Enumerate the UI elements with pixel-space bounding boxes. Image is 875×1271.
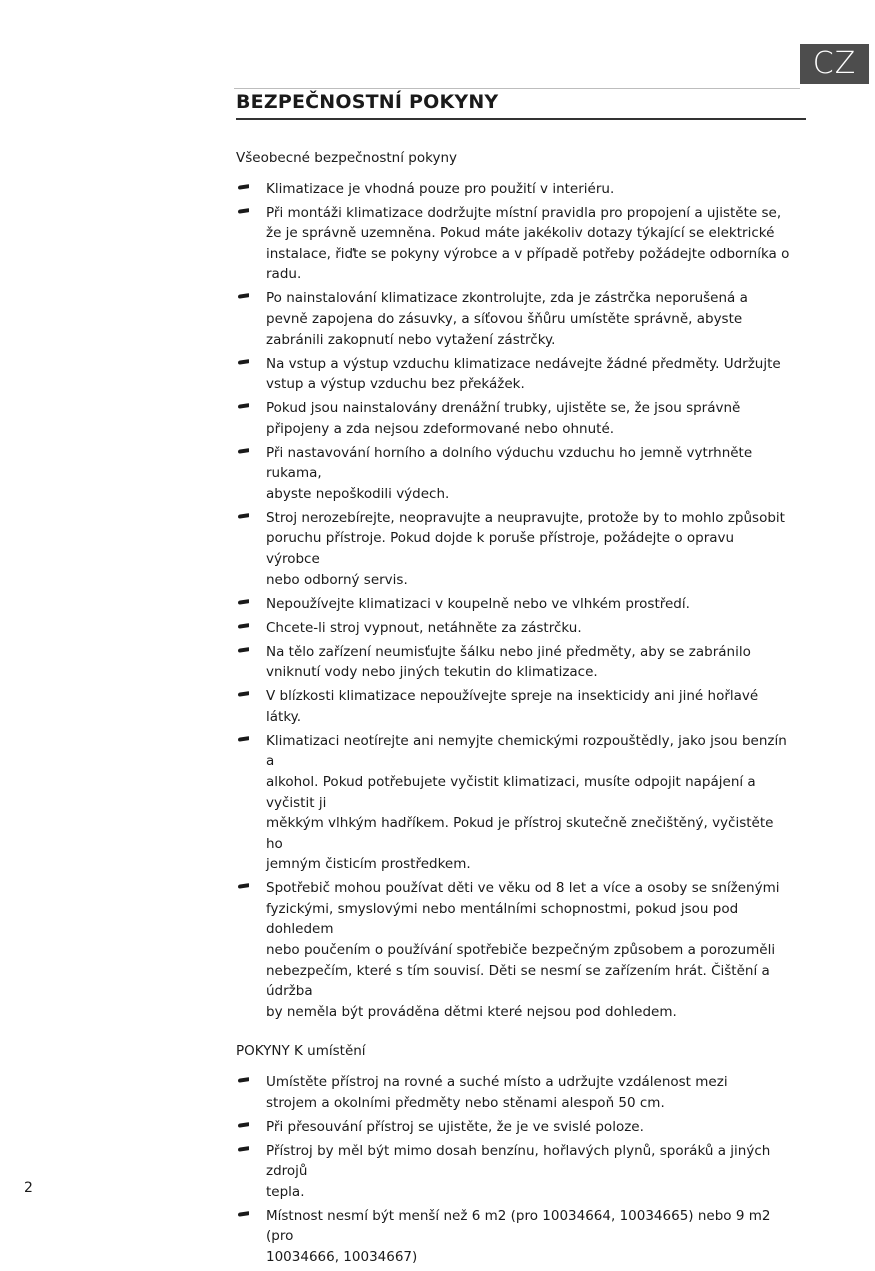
bullet-icon bbox=[238, 736, 249, 742]
bullet-icon bbox=[238, 691, 249, 697]
list-item-line: látky. bbox=[266, 708, 302, 725]
list-item-line: nebo poučením o používání spotřebiče bezpečným způsobem a porozuměli bbox=[266, 942, 776, 959]
list-item bbox=[236, 618, 792, 639]
list-item-line: Na tělo zařízení neumisťujte šálku nebo jiné předměty, aby se zabránilo bbox=[266, 643, 751, 660]
bullet-icon bbox=[238, 208, 249, 214]
list-item-line: Stroj nerozebírejte, neopravujte a neupravujte, protože by to mohlo způsobit bbox=[266, 509, 785, 526]
list-item-line: poruchu přístroje. Pokud dojde k poruše přístroje, požádejte o opravu výrobce bbox=[266, 530, 735, 568]
placement-list bbox=[236, 1072, 792, 1268]
bullet-icon bbox=[238, 884, 249, 890]
bullet-icon bbox=[238, 294, 249, 300]
list-item-line: jemným čisticím prostředkem. bbox=[266, 856, 471, 873]
section-heading-placement: POKYNY K umístění bbox=[236, 1043, 366, 1060]
list-item bbox=[236, 686, 792, 727]
list-item-line: V blízkosti klimatizace nepoužívejte spreje na insekticidy ani jiné hořlavé bbox=[266, 688, 759, 705]
list-item bbox=[236, 508, 792, 590]
list-item bbox=[236, 1117, 792, 1138]
list-item bbox=[236, 1141, 792, 1203]
list-item bbox=[236, 398, 792, 439]
list-item-line: instalace, řiďte se pokyny výrobce a v případě potřeby požádejte odborníka o bbox=[266, 245, 790, 262]
top-divider bbox=[234, 88, 800, 89]
list-item-line: abyste nepoškodili výdech. bbox=[266, 485, 450, 502]
list-item bbox=[236, 1072, 792, 1113]
list-item-line: strojem a okolními předměty nebo stěnami alespoň 50 cm. bbox=[266, 1094, 665, 1111]
list-item bbox=[236, 288, 792, 350]
list-item-line: 10034666, 10034667) bbox=[266, 1248, 418, 1265]
page-number: 2 bbox=[24, 1180, 33, 1196]
list-item bbox=[236, 594, 792, 615]
list-item-line: Při přesouvání přístroj se ujistěte, že je ve svislé poloze. bbox=[266, 1118, 644, 1135]
list-item-line: Nepoužívejte klimatizaci v koupelně nebo ve vlhkém prostředí. bbox=[266, 595, 690, 612]
list-item-line: Místnost nesmí být menší než 6 m2 (pro 10034664, 10034665) nebo 9 m2 (pro bbox=[266, 1207, 771, 1245]
bullet-icon bbox=[238, 623, 249, 629]
list-item-line: Při nastavování horního a dolního výduchu vzduchu ho jemně vytrhněte rukama, bbox=[266, 444, 753, 482]
bullet-icon bbox=[238, 1077, 249, 1083]
list-item-line: alkohol. Pokud potřebujete vyčistit klimatizaci, musíte odpojit napájení a vyčistit ji bbox=[266, 773, 756, 811]
list-item-line: fyzickými, smyslovými nebo mentálními schopnostmi, pokud jsou pod dohledem bbox=[266, 900, 739, 938]
general-safety-list bbox=[236, 179, 792, 1023]
bullet-icon bbox=[238, 1122, 249, 1128]
list-item-line: připojeny a zda nejsou zdeformované nebo ohnuté. bbox=[266, 420, 615, 437]
list-item-line: vstup a výstup vzduchu bez překážek. bbox=[266, 376, 525, 393]
language-tab: CZ bbox=[800, 44, 869, 84]
bullet-icon bbox=[238, 359, 249, 365]
list-item-line: Pokud jsou nainstalovány drenážní trubky, ujistěte se, že jsou správně bbox=[266, 400, 741, 417]
list-item-line: Při montáži klimatizace dodržujte místní pravidla pro propojení a ujistěte se, bbox=[266, 204, 782, 221]
list-item bbox=[236, 731, 792, 875]
bullet-icon bbox=[238, 1211, 249, 1217]
list-item bbox=[236, 354, 792, 395]
list-item-line: nebezpečím, které s tím souvisí. Děti se nesmí se zařízením hrát. Čištění a údržba bbox=[266, 962, 770, 1000]
list-item bbox=[236, 203, 792, 285]
bullet-icon bbox=[238, 184, 249, 190]
list-item-line: Chcete-li stroj vypnout, netáhněte za zástrčku. bbox=[266, 619, 582, 636]
list-item-line: Přístroj by měl být mimo dosah benzínu, hořlavých plynů, sporáků a jiných zdrojů bbox=[266, 1142, 771, 1180]
bullet-icon bbox=[238, 1146, 249, 1152]
bullet-icon bbox=[238, 647, 249, 653]
list-item-line: že je správně uzemněna. Pokud máte jakékoliv dotazy týkající se elektrické bbox=[266, 225, 775, 242]
list-item-line: zabránili zakopnutí nebo vytažení zástrčky. bbox=[266, 331, 556, 348]
list-item-line: Spotřebič mohou používat děti ve věku od 8 let a více a osoby se sníženými bbox=[266, 880, 780, 897]
bullet-icon bbox=[238, 513, 249, 519]
list-item-line: radu. bbox=[266, 266, 302, 283]
list-item-line: tepla. bbox=[266, 1183, 305, 1200]
list-item-line: pevně zapojena do zásuvky, a síťovou šňůru umístěte správně, abyste bbox=[266, 310, 743, 327]
list-item-line: by neměla být prováděna dětmi které nejsou pod dohledem. bbox=[266, 1003, 677, 1020]
list-item-line: Klimatizace je vhodná pouze pro použití v interiéru. bbox=[266, 180, 615, 197]
list-item-line: měkkým vlhkým hadříkem. Pokud je přístroj skutečně znečištěný, vyčistěte ho bbox=[266, 815, 774, 852]
document-body bbox=[236, 148, 792, 1271]
list-item bbox=[236, 642, 792, 683]
bullet-icon bbox=[238, 403, 249, 409]
title-underline bbox=[236, 118, 806, 120]
list-item-line: Na vstup a výstup vzduchu klimatizace nedávejte žádné předměty. Udržujte bbox=[266, 355, 781, 372]
bullet-icon bbox=[238, 599, 249, 605]
page-title: BEZPEČNOSTNÍ POKYNY bbox=[236, 91, 499, 113]
list-item bbox=[236, 179, 792, 200]
list-item-line: nebo odborný servis. bbox=[266, 571, 408, 588]
list-item-line: vniknutí vody nebo jiných tekutin do klimatizace. bbox=[266, 664, 598, 681]
list-item bbox=[236, 443, 792, 505]
list-item-line: Umístěte přístroj na rovné a suché místo a udržujte vzdálenost mezi bbox=[266, 1074, 728, 1091]
list-item-line: Po nainstalování klimatizace zkontrolujte, zda je zástrčka neporušená a bbox=[266, 290, 748, 307]
list-item bbox=[236, 878, 792, 1022]
bullet-icon bbox=[238, 448, 249, 454]
section-heading-general: Všeobecné bezpečnostní pokyny bbox=[236, 150, 457, 166]
list-item-line: Klimatizaci neotírejte ani nemyjte chemickými rozpouštědly, jako jsou benzín a bbox=[266, 732, 787, 770]
list-item bbox=[236, 1206, 792, 1268]
